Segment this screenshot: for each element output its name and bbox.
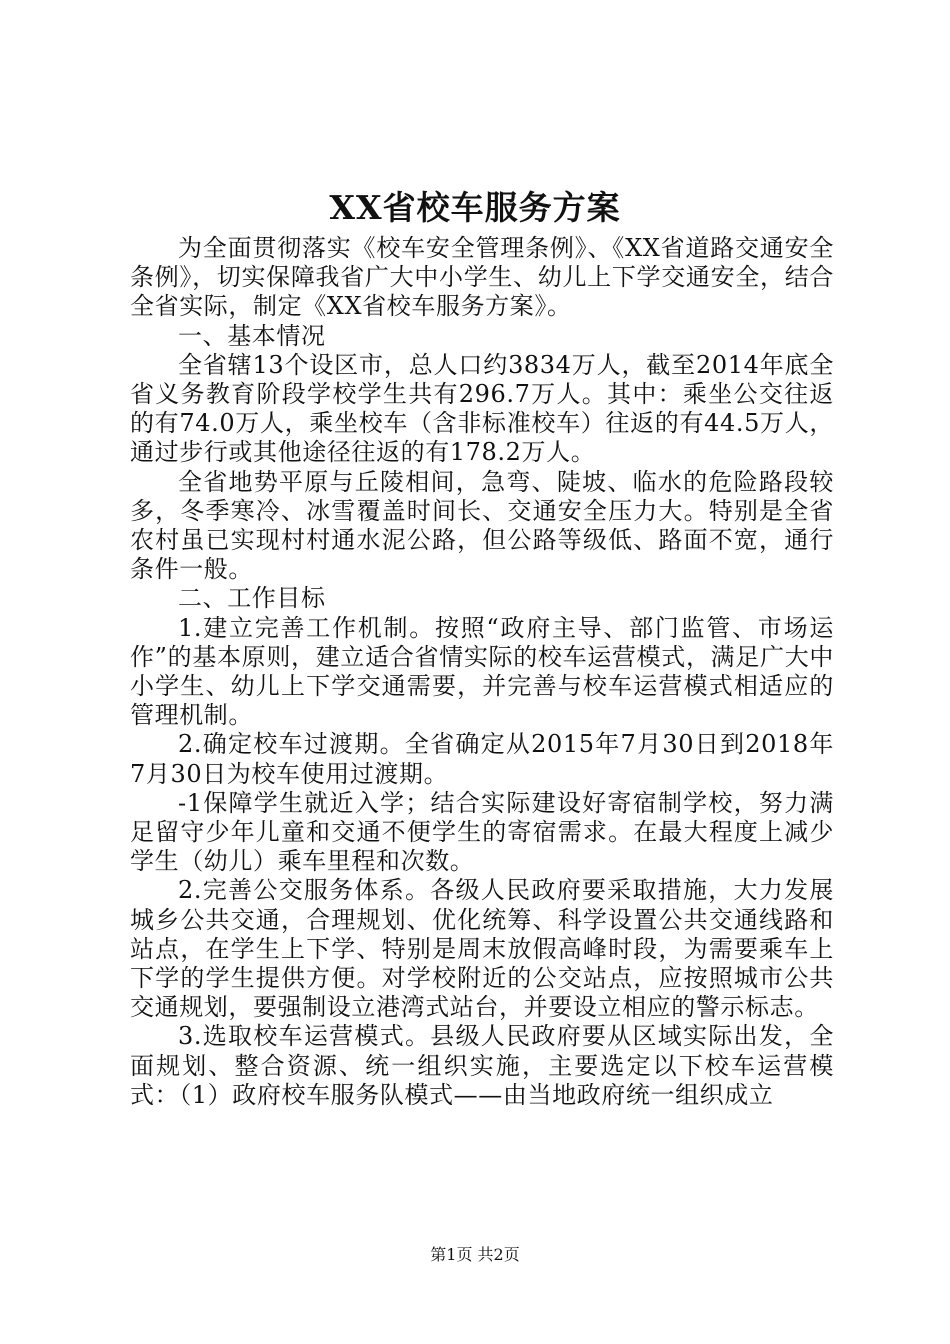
paragraph-public-transit: 2.完善公交服务体系。各级人民政府要采取措施，大力发展城乡公共交通，合理规划、优化统筹、科学设置公共交通线路和站点，在学生上下学、特别是周末放假高峰时段，为需要乘车上下学的学生提供方便。对学校附近的公交站点，应按照城市公共交通规划，要强制设立港湾式站台，并要设立相应的警示标志。 <box>130 876 834 1022</box>
paragraph-goal-transition: 2.确定校车过渡期。全省确定从2015年7月30日到2018年7月30日为校车使用过渡期。 <box>130 730 834 788</box>
document-title: XX省校车服务方案 <box>329 188 621 227</box>
section-heading-basic-situation: 一、基本情况 <box>178 321 326 350</box>
paragraph-terrain: 全省地势平原与丘陵相间，急弯、陡坡、临水的危险路段较多，冬季寒冷、冰雪覆盖时间长、交通安全压力大。特别是全省农村虽已实现村村通水泥公路，但公路等级低、路面不宽，通行条件一般。 <box>130 467 834 584</box>
paragraph-statistics: 全省辖13个设区市，总人口约3834万人，截至2014年底全省义务教育阶段学校学生共有296.7万人。其中：乘坐公交往返的有74.0万人，乘坐校车（含非标准校车）往返的有44.5万人，通过步行或其他途径往返的有178.2万人。 <box>130 350 834 467</box>
document-body <box>130 234 834 1110</box>
paragraph-nearby-enrollment: -1保障学生就近入学；结合实际建设好寄宿制学校，努力满足留守少年儿童和交通不便学生的寄宿需求。在最大程度上减少学生（幼儿）乘车里程和次数。 <box>130 788 834 876</box>
section-heading-work-goals: 二、工作目标 <box>178 584 326 613</box>
paragraph-goal-mechanism: 1.建立完善工作机制。按照“政府主导、部门监管、市场运作”的基本原则，建立适合省情实际的校车运营模式，满足广大中小学生、幼儿上下学交通需要，并完善与校车运营模式相适应的管理机制。 <box>130 613 834 730</box>
paragraph-intro: 为全面贯彻落实《校车安全管理条例》、《XX省道路交通安全条例》，切实保障我省广大中小学生、幼儿上下学交通安全，结合全省实际，制定《XX省校车服务方案》。 <box>130 234 834 321</box>
page-footer: 第1页 共2页 <box>430 1245 520 1264</box>
paragraph-operation-mode: 3.选取校车运营模式。县级人民政府要从区域实际出发，全面规划、整合资源、统一组织实施，主要选定以下校车运营模式：（1）政府校车服务队模式——由当地政府统一组织成立 <box>130 1022 834 1109</box>
